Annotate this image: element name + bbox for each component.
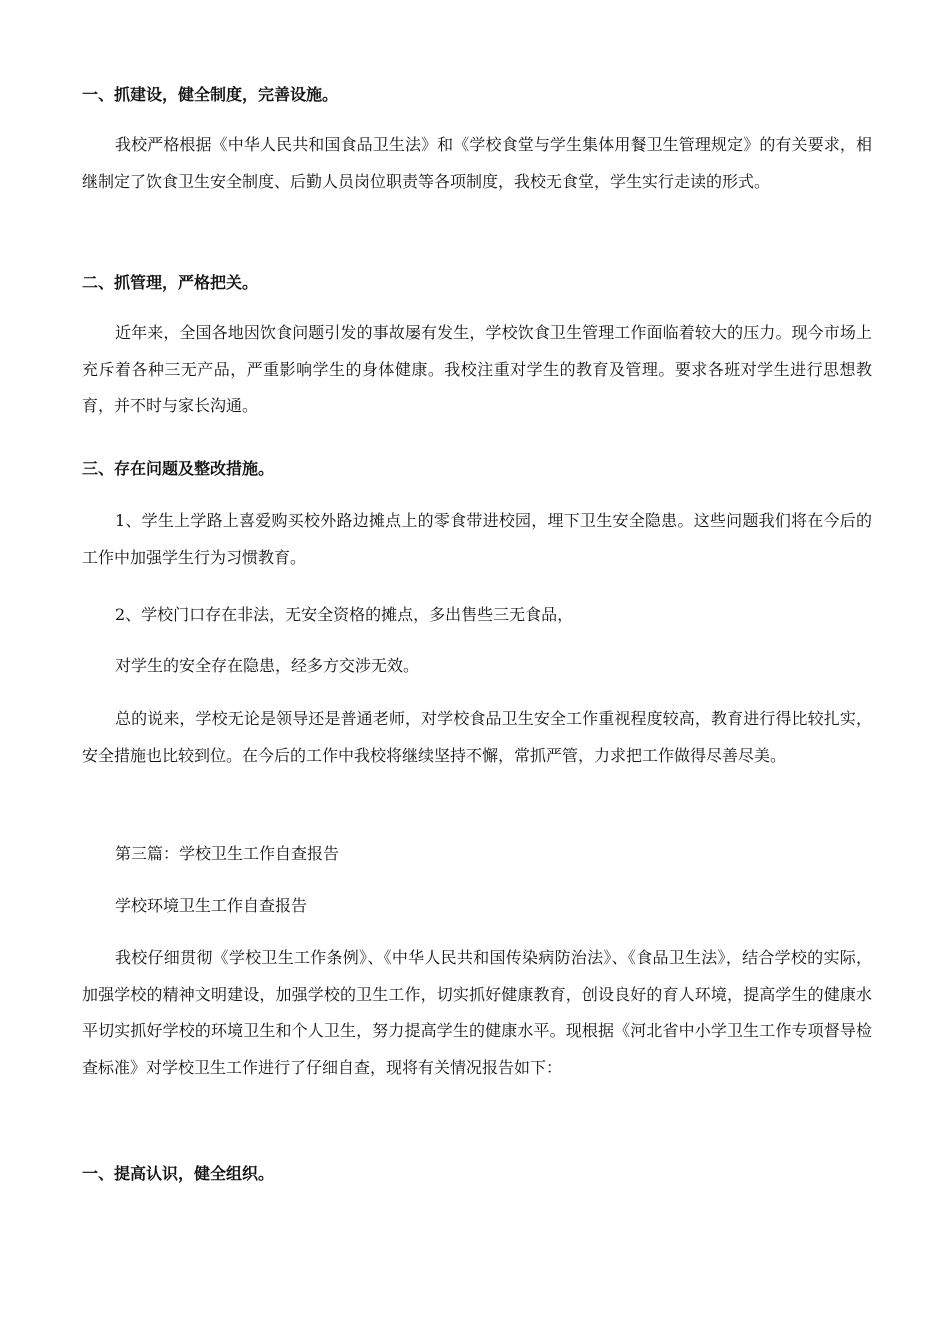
subtitle-third-article: 第三篇：学校卫生工作自查报告 [115,844,340,863]
section-heading-3: 三、存在问题及整改措施。 [82,459,275,478]
paragraph-2: 近年来，全国各地因饮食问题引发的事故屡有发生，学校饮食卫生管理工作面临着较大的压力。现今市场上充斥着各种三无产品，严重影响学生的身体健康。我校注重对学生的教育及管理。要求各班对学生进行思想教育，并不时与家长沟通。 [82,323,872,415]
section-heading-2: 二、抓管理，严格把关。 [82,273,259,292]
subtitle-report: 学校环境卫生工作自查报告 [115,896,308,915]
section-heading-4: 一、提高认识，健全组织。 [82,1164,275,1183]
paragraph-5: 对学生的安全存在隐患，经多方交涉无效。 [115,656,420,675]
paragraph-3: 1、学生上学路上喜爱购买校外路边摊点上的零食带进校园，埋下卫生安全隐患。这些问题我们将在今后的工作中加强学生行为习惯教育。 [82,511,872,567]
paragraph-1: 我校严格根据《中华人民共和国食品卫生法》和《学校食堂与学生集体用餐卫生管理规定》的有关要求，相继制定了饮食卫生安全制度、后勤人员岗位职责等各项制度，我校无食堂，学生实行走读的形式。 [82,135,872,191]
paragraph-6: 总的说来，学校无论是领导还是普通老师，对学校食品卫生安全工作重视程度较高，教育进行得比较扎实，安全措施也比较到位。在今后的工作中我校将继续坚持不懈，常抓严管，力求把工作做得尽善尽美。 [82,709,872,765]
section-heading-1: 一、抓建设，健全制度，完善设施。 [82,85,339,104]
paragraph-7: 我校仔细贯彻《学校卫生工作条例》、《中华人民共和国传染病防治法》、《食品卫生法》，结合学校的实际，加强学校的精神文明建设，加强学校的卫生工作，切实抓好健康教育，创设良好的育人环境，提高学生的健康水平切实抓好学校的环境卫生和个人卫生，努力提高学生的健康水平。现根据《河北省中小学卫生工作专项督导检查标准》对学校卫生工作进行了仔细自查，现将有关情况报告如下： [82,948,872,1077]
paragraph-4: 2、学校门口存在非法，无安全资格的摊点，多出售些三无食品， [115,605,574,624]
